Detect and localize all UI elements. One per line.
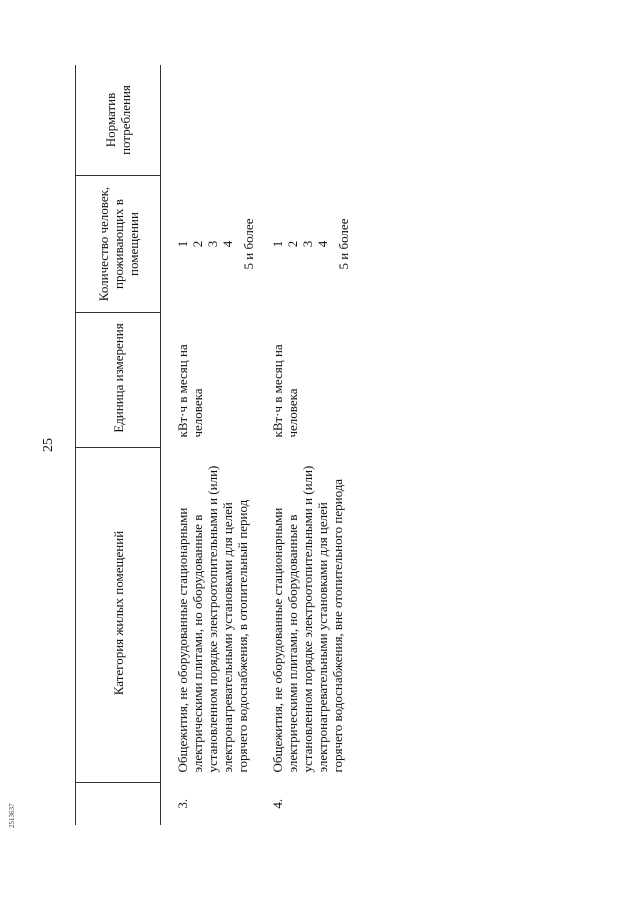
table-row <box>256 65 351 825</box>
row-category: Общежития, не оборудованные стационарными электрическими плитами, но оборудованные в установленном порядке электроотопительными и (или) электронагревательными установками для целей горячего водоснабжения, вне отопительного периода <box>270 465 345 773</box>
count-value: 5 и более <box>336 218 351 270</box>
header-count: Количество человек, проживающих в помещении <box>76 176 161 313</box>
count-value: 5 и более <box>241 218 256 270</box>
count-value: 1 <box>175 240 190 248</box>
row-unit: кВт·ч в месяц на человека <box>270 344 300 438</box>
page-number: 25 <box>41 438 56 452</box>
header-norm: Норматив потребления <box>76 65 161 176</box>
count-value: 1 <box>270 240 285 248</box>
row-number: 3. <box>175 798 190 809</box>
row-counts <box>256 176 351 313</box>
row-norm <box>256 65 351 176</box>
row-counts <box>161 176 257 313</box>
row-number: 4. <box>270 798 285 809</box>
header-category: Категория жилых помещений <box>76 448 161 783</box>
row-unit: кВт·ч в месяц на человека <box>175 344 205 438</box>
count-value: 4 <box>315 240 330 248</box>
row-norm <box>161 65 257 176</box>
header-unit: Единица измерения <box>76 313 161 448</box>
consumption-norms-table <box>75 65 351 825</box>
rotated-table-block <box>41 65 365 825</box>
header-number <box>76 783 161 826</box>
table-row <box>161 65 257 825</box>
count-value: 3 <box>300 240 315 248</box>
count-value: 4 <box>220 240 235 248</box>
count-value: 2 <box>190 240 205 248</box>
row-category: Общежития, не оборудованные стационарными электрическими плитами, но оборудованные в установленном порядке электроотопительными и (или) электронагревательными установками для целей горячего водоснабжения, в отопительный период <box>175 465 250 773</box>
count-value: 2 <box>285 240 300 248</box>
document-code: 2513637 <box>8 803 16 828</box>
table-header-row <box>76 65 161 825</box>
count-value: 3 <box>205 240 220 248</box>
